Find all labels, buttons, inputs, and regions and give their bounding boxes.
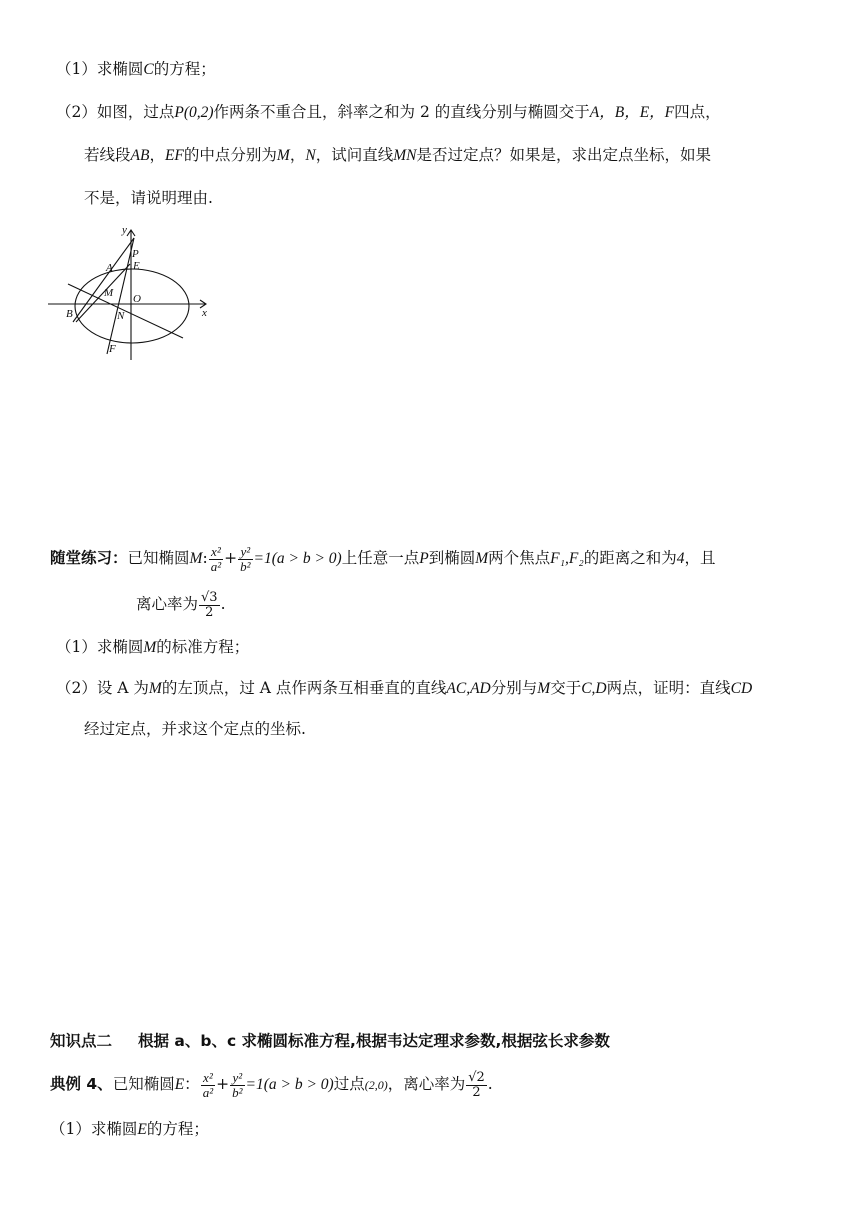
practice-q2-line-1 [56,677,752,700]
label-f: F [109,343,116,355]
practice-text-1: 已知椭圆 [127,549,190,567]
q1-suffix: 的方程； [153,60,216,78]
example-4-line [50,1068,493,1101]
example-4-plus: + [216,1075,230,1093]
q2-text-b: 作两条不重合且，斜率之和为 2 的直线分别与椭圆交于 [213,103,590,121]
practice-text-2: 上任意一点 [341,549,420,567]
ecc-num: √3 [201,589,218,605]
example-4-eq: =1(a > b > 0) [245,1076,334,1093]
ex-ecc-den: 2 [472,1084,481,1100]
ex-frac-x-den: a² [202,1084,214,1100]
ex-ecc-num: √2 [468,1069,485,1085]
ex-frac-y-num: y² [230,1071,244,1086]
frac-y-num: y² [238,545,252,560]
q2-text-c: 四点， [674,103,721,121]
q2-text-g: 是否过定点？如果是，求出定点坐标，如果 [416,146,711,164]
section-2-label: 知识点二 [50,1032,113,1050]
question-2-line-2 [84,144,711,167]
e1-suffix: 的方程； [146,1120,209,1138]
line-ab [68,284,183,338]
q2-m: M [276,147,290,164]
section-2-heading [50,1030,610,1052]
example-4-e: E [174,1076,185,1093]
q2-sep: ， [149,146,165,164]
practice-ecc-frac [199,591,220,620]
example-4-period: . [487,1075,493,1093]
practice-text-3: 到椭圆 [428,549,476,567]
question-2-line-1 [56,101,721,124]
q2-sep2: ， [289,146,306,164]
practice-frac-y [238,545,252,574]
p2-line2: 经过定点，并求这个定点的坐标. [84,720,306,738]
example-4-frac-x [201,1071,215,1100]
q2-seg-ab: AB [130,147,150,164]
frac-x-num: x² [209,545,223,560]
p2-b: 的左顶点，过 A 点作两条互相垂直的直线 [161,679,447,697]
p1-suffix: 的标准方程； [156,638,250,656]
e1-prefix: （1）求椭圆 [50,1120,138,1138]
practice-ecc-text: 离心率为 [136,595,199,613]
practice-p: P [419,550,429,567]
ex-frac-y-den: b² [232,1084,243,1100]
ellipse [75,269,189,343]
section-2-title: 根据 a、b、c 求椭圆标准方程,根据韦达定理求参数,根据弦长求参数 [138,1032,610,1050]
practice-text-4: 两个焦点 [488,549,551,567]
frac-x-den: a² [210,558,222,574]
q2-text-e: 的中点分别为 [183,146,277,164]
practice-foci: F₁,F₂ [550,550,584,567]
p2-m-2: M [537,680,551,697]
example-4-text-1: 已知椭圆 [112,1075,175,1093]
q1-var: C [143,61,154,78]
practice-q2-line-2 [84,718,306,740]
label-y: y [122,224,127,236]
label-p: P [132,248,139,260]
frac-y-den: b² [240,558,251,574]
practice-period: . [220,595,226,613]
example-4-text-2: 过点 [333,1075,365,1093]
label-b: B [66,308,73,320]
practice-m-2: M [475,550,489,567]
q1-prefix: （1）求椭圆 [56,60,144,78]
practice-m: M [189,550,203,567]
example-4-ecc-frac [466,1071,487,1100]
p2-m: M [148,680,162,697]
question-2-line-3 [84,187,213,209]
q2-points: A，B，E，F [589,104,675,121]
practice-frac-x [209,545,223,574]
q2-text-h: 不是，请说明理由. [84,189,213,207]
q2-mn: MN [393,147,417,164]
p1-var: M [143,639,157,656]
practice-text-5: 的距离之和为 [583,549,677,567]
p2-pts: C,D [581,680,607,697]
practice-colon: : [202,549,208,567]
practice-title: 随堂练习： [50,549,128,567]
p2-a: （2）设 A 为 [56,679,149,697]
q2-seg-ef: EF [164,147,184,164]
line-pb [73,238,134,322]
p1-prefix: （1）求椭圆 [56,638,144,656]
q2-text-f: ，试问直线 [315,146,394,164]
label-o: O [133,293,141,305]
label-a: A [106,262,113,274]
example-4-text-3: ，离心率为 [387,1075,466,1093]
e1-var: E [137,1121,147,1138]
example-4-title: 典例 4、 [50,1075,113,1093]
question-1 [56,58,216,81]
q2-n: N [305,147,316,164]
practice-eq: =1(a > b > 0) [253,550,342,567]
q2-point-p: P(0,2) [174,104,214,121]
q2-text-d: 若线段 [84,146,131,164]
practice-q1 [56,636,249,659]
practice-line-1 [50,543,716,574]
label-n: N [117,310,125,322]
p2-e: 两点，证明：直线 [606,679,731,697]
example-4-q1 [50,1118,209,1141]
p2-cd: CD [730,680,753,697]
label-x: x [202,307,207,319]
ex-frac-x-num: x² [201,1071,215,1086]
ecc-den: 2 [205,604,214,620]
example-4-point: (2,0) [364,1078,388,1092]
p2-c: 分别与 [490,679,538,697]
example-4-colon: ： [184,1075,200,1093]
label-m: M [104,287,114,299]
p2-d: 交于 [550,679,582,697]
practice-plus: + [224,549,238,567]
q2-text-a: （2）如图，过点 [56,103,175,121]
practice-four: 4 [676,550,685,567]
ellipse-figure [46,222,216,362]
label-e: E [133,260,140,272]
practice-line-2 [136,588,226,620]
example-4-frac-y [230,1071,244,1100]
p2-lines: AC,AD [446,680,491,697]
practice-text-6: ，且 [684,549,716,567]
